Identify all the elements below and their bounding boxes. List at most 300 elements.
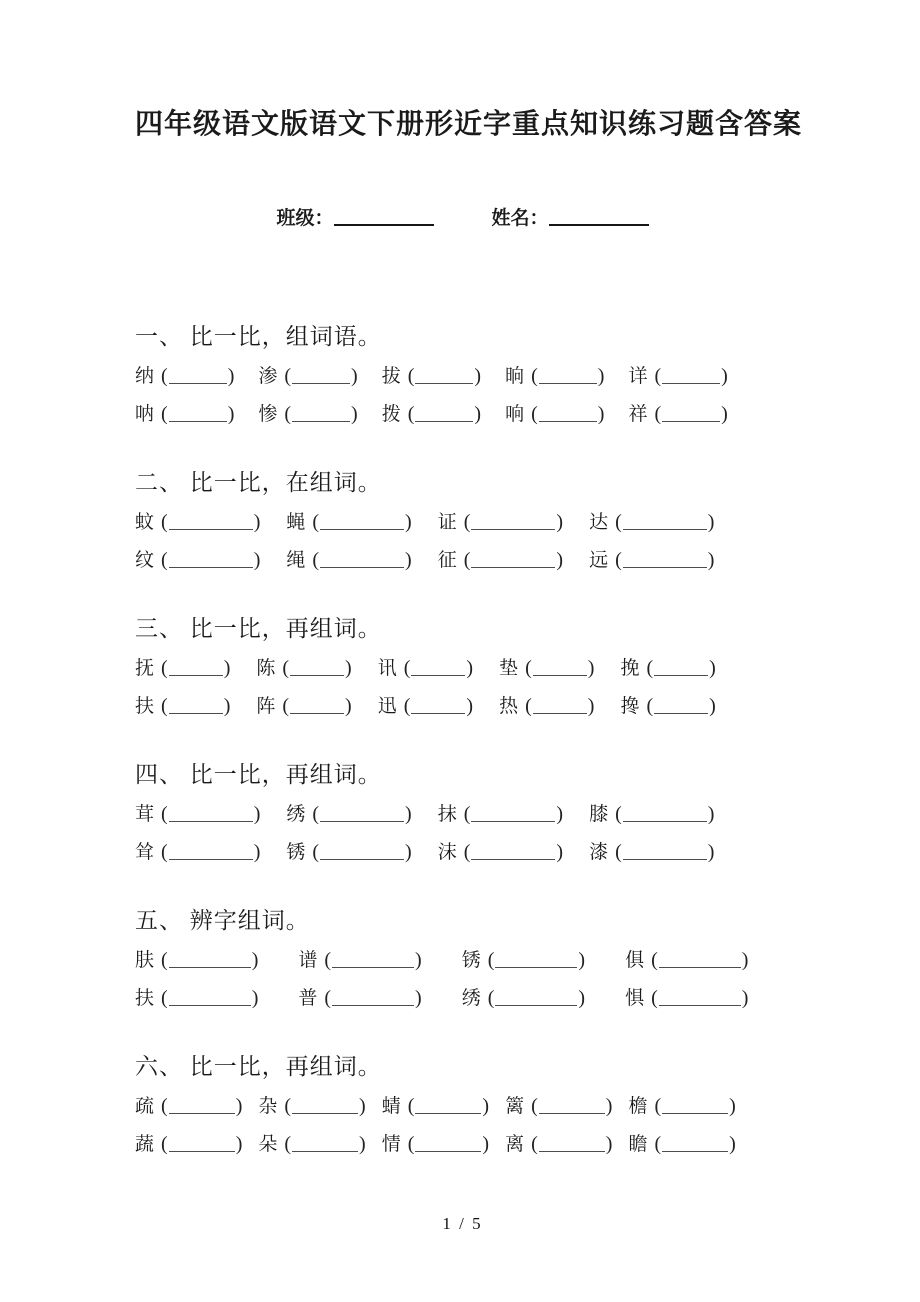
answer-blank bbox=[290, 661, 344, 676]
close-paren: ) bbox=[721, 403, 728, 425]
question-section-6 bbox=[135, 1052, 790, 1158]
char-label: 蚊 bbox=[135, 512, 155, 533]
close-paren: ) bbox=[351, 403, 358, 425]
char-label: 达 bbox=[589, 512, 609, 533]
word-item bbox=[298, 947, 421, 974]
answer-blank bbox=[169, 1137, 235, 1152]
open-paren: ( bbox=[161, 365, 168, 387]
close-paren: ) bbox=[251, 949, 259, 971]
answer-blank bbox=[169, 699, 223, 714]
char-label: 详 bbox=[628, 366, 648, 387]
close-paren: ) bbox=[556, 549, 564, 571]
answer-blank bbox=[539, 1137, 605, 1152]
char-label: 杂 bbox=[258, 1096, 278, 1117]
open-paren: ( bbox=[463, 511, 471, 533]
open-paren: ( bbox=[284, 365, 292, 387]
open-paren: ( bbox=[654, 1133, 662, 1155]
open-paren: ( bbox=[312, 549, 320, 571]
word-item bbox=[589, 509, 714, 536]
char-label: 膝 bbox=[589, 804, 609, 825]
char-label: 证 bbox=[437, 512, 457, 533]
char-label: 呐 bbox=[135, 404, 155, 425]
answer-blank bbox=[292, 407, 350, 422]
open-paren: ( bbox=[161, 1133, 168, 1155]
word-item bbox=[382, 1093, 489, 1120]
open-paren: ( bbox=[531, 365, 538, 387]
word-row bbox=[135, 1093, 790, 1120]
word-item bbox=[505, 401, 604, 428]
char-label: 谱 bbox=[298, 950, 318, 971]
answer-blank bbox=[292, 369, 350, 384]
open-paren: ( bbox=[161, 403, 168, 425]
word-item bbox=[438, 509, 563, 536]
section-heading: 一、 比一比，组词语。 bbox=[135, 324, 382, 349]
char-label: 俱 bbox=[625, 950, 645, 971]
close-paren: ) bbox=[405, 549, 412, 571]
word-item bbox=[382, 363, 481, 390]
close-paren: ) bbox=[707, 511, 715, 533]
open-paren: ( bbox=[161, 1095, 168, 1117]
char-label: 漆 bbox=[589, 842, 609, 863]
open-paren: ( bbox=[615, 511, 622, 533]
close-paren: ) bbox=[482, 1133, 490, 1155]
answer-blank bbox=[471, 553, 555, 568]
open-paren: ( bbox=[161, 657, 168, 679]
close-paren: ) bbox=[359, 1095, 366, 1117]
word-item bbox=[258, 401, 357, 428]
close-paren: ) bbox=[466, 695, 474, 717]
open-paren: ( bbox=[407, 403, 415, 425]
word-item bbox=[135, 547, 260, 574]
close-paren: ) bbox=[251, 987, 259, 1009]
question-section-4 bbox=[135, 760, 790, 866]
word-item bbox=[135, 1093, 242, 1120]
word-item bbox=[258, 1093, 365, 1120]
close-paren: ) bbox=[707, 841, 715, 863]
close-paren: ) bbox=[709, 695, 716, 717]
word-row bbox=[135, 985, 790, 1012]
word-item bbox=[499, 655, 594, 682]
char-label: 茸 bbox=[135, 804, 155, 825]
close-paren: ) bbox=[415, 949, 422, 971]
open-paren: ( bbox=[531, 403, 538, 425]
open-paren: ( bbox=[284, 403, 292, 425]
word-item bbox=[135, 985, 258, 1012]
class-blank-line bbox=[334, 209, 434, 226]
char-label: 耸 bbox=[135, 842, 155, 863]
char-label: 蔬 bbox=[135, 1134, 155, 1155]
word-row bbox=[135, 509, 790, 536]
open-paren: ( bbox=[407, 1095, 415, 1117]
char-label: 纹 bbox=[135, 550, 155, 571]
open-paren: ( bbox=[282, 695, 290, 717]
answer-blank bbox=[539, 1099, 605, 1114]
answer-blank bbox=[169, 1099, 235, 1114]
answer-blank bbox=[411, 699, 465, 714]
open-paren: ( bbox=[651, 949, 658, 971]
page-number: 1 / 5 bbox=[442, 1214, 483, 1233]
char-label: 拨 bbox=[381, 404, 401, 425]
char-label: 檐 bbox=[628, 1096, 648, 1117]
char-label: 征 bbox=[437, 550, 457, 571]
char-label: 陈 bbox=[256, 658, 276, 679]
answer-blank bbox=[623, 845, 707, 860]
section-heading: 六、 比一比，再组词。 bbox=[135, 1054, 382, 1079]
word-item bbox=[382, 1131, 489, 1158]
open-paren: ( bbox=[161, 511, 168, 533]
word-item bbox=[505, 363, 604, 390]
char-label: 疏 bbox=[135, 1096, 155, 1117]
question-section-3 bbox=[135, 614, 790, 720]
name-blank-line bbox=[549, 209, 649, 226]
answer-blank bbox=[623, 515, 707, 530]
answer-blank bbox=[169, 991, 251, 1006]
answer-blank bbox=[332, 953, 414, 968]
answer-blank bbox=[623, 553, 707, 568]
close-paren: ) bbox=[253, 549, 261, 571]
word-item bbox=[286, 509, 411, 536]
answer-blank bbox=[169, 553, 253, 568]
answer-blank bbox=[533, 661, 587, 676]
question-section-2 bbox=[135, 468, 790, 574]
char-label: 锈 bbox=[286, 842, 306, 863]
close-paren: ) bbox=[405, 803, 412, 825]
char-label: 锈 bbox=[461, 950, 481, 971]
close-paren: ) bbox=[474, 365, 482, 387]
word-row bbox=[135, 1131, 790, 1158]
word-item bbox=[438, 801, 563, 828]
close-paren: ) bbox=[709, 657, 716, 679]
word-item bbox=[378, 655, 473, 682]
char-label: 响 bbox=[505, 404, 525, 425]
answer-blank bbox=[471, 845, 555, 860]
word-row bbox=[135, 801, 790, 828]
char-label: 惧 bbox=[625, 988, 645, 1009]
section-heading: 三、 比一比，再组词。 bbox=[135, 616, 382, 641]
char-label: 蜻 bbox=[381, 1096, 401, 1117]
close-paren: ) bbox=[729, 1095, 736, 1117]
close-paren: ) bbox=[351, 365, 358, 387]
answer-blank bbox=[654, 661, 708, 676]
word-row bbox=[135, 363, 790, 390]
word-item bbox=[378, 693, 473, 720]
close-paren: ) bbox=[578, 987, 586, 1009]
close-paren: ) bbox=[578, 949, 586, 971]
answer-blank bbox=[415, 1099, 481, 1114]
word-item bbox=[135, 655, 230, 682]
char-label: 渗 bbox=[258, 366, 278, 387]
answer-blank bbox=[320, 807, 404, 822]
answer-blank bbox=[533, 699, 587, 714]
char-label: 情 bbox=[381, 1134, 401, 1155]
close-paren: ) bbox=[707, 549, 715, 571]
answer-blank bbox=[539, 369, 597, 384]
char-label: 搀 bbox=[620, 696, 640, 717]
open-paren: ( bbox=[615, 803, 622, 825]
open-paren: ( bbox=[531, 1095, 538, 1117]
close-paren: ) bbox=[253, 511, 261, 533]
char-label: 祥 bbox=[628, 404, 648, 425]
close-paren: ) bbox=[587, 695, 595, 717]
name-label: 姓名： bbox=[491, 208, 549, 229]
close-paren: ) bbox=[227, 365, 235, 387]
open-paren: ( bbox=[161, 695, 168, 717]
word-row bbox=[135, 401, 790, 428]
open-paren: ( bbox=[161, 949, 168, 971]
open-paren: ( bbox=[324, 987, 332, 1009]
char-label: 晌 bbox=[505, 366, 525, 387]
answer-blank bbox=[659, 953, 741, 968]
open-paren: ( bbox=[463, 549, 471, 571]
close-paren: ) bbox=[223, 657, 231, 679]
open-paren: ( bbox=[463, 841, 471, 863]
open-paren: ( bbox=[312, 841, 320, 863]
answer-blank bbox=[290, 699, 344, 714]
word-item bbox=[625, 947, 748, 974]
close-paren: ) bbox=[741, 987, 749, 1009]
word-item bbox=[256, 655, 351, 682]
name-field bbox=[492, 206, 649, 232]
char-label: 蝇 bbox=[286, 512, 306, 533]
open-paren: ( bbox=[403, 695, 411, 717]
char-label: 肤 bbox=[135, 950, 155, 971]
char-label: 绣 bbox=[461, 988, 481, 1009]
open-paren: ( bbox=[324, 949, 332, 971]
answer-blank bbox=[471, 807, 555, 822]
close-paren: ) bbox=[235, 1133, 243, 1155]
close-paren: ) bbox=[721, 365, 728, 387]
char-label: 迅 bbox=[377, 696, 397, 717]
class-field bbox=[276, 206, 433, 232]
word-item bbox=[628, 1131, 735, 1158]
word-item bbox=[135, 363, 234, 390]
open-paren: ( bbox=[654, 403, 662, 425]
answer-blank bbox=[320, 515, 404, 530]
open-paren: ( bbox=[654, 1095, 662, 1117]
open-paren: ( bbox=[282, 657, 290, 679]
word-item bbox=[135, 401, 234, 428]
answer-blank bbox=[471, 515, 555, 530]
answer-blank bbox=[169, 807, 253, 822]
open-paren: ( bbox=[646, 695, 654, 717]
word-item bbox=[135, 693, 230, 720]
char-label: 讯 bbox=[377, 658, 397, 679]
close-paren: ) bbox=[482, 1095, 490, 1117]
close-paren: ) bbox=[359, 1133, 366, 1155]
char-label: 扶 bbox=[135, 696, 155, 717]
char-label: 纳 bbox=[135, 366, 155, 387]
close-paren: ) bbox=[556, 841, 564, 863]
open-paren: ( bbox=[403, 657, 411, 679]
word-row bbox=[135, 839, 790, 866]
char-label: 瞻 bbox=[628, 1134, 648, 1155]
char-label: 普 bbox=[298, 988, 318, 1009]
answer-blank bbox=[654, 699, 708, 714]
answer-blank bbox=[169, 369, 227, 384]
answer-blank bbox=[662, 1137, 728, 1152]
word-item bbox=[286, 839, 411, 866]
char-label: 沫 bbox=[437, 842, 457, 863]
word-item bbox=[620, 693, 715, 720]
open-paren: ( bbox=[525, 657, 532, 679]
word-row bbox=[135, 693, 790, 720]
open-paren: ( bbox=[654, 365, 662, 387]
char-label: 朵 bbox=[258, 1134, 278, 1155]
answer-blank bbox=[662, 407, 720, 422]
open-paren: ( bbox=[161, 987, 168, 1009]
word-item bbox=[258, 363, 357, 390]
word-item bbox=[438, 839, 563, 866]
close-paren: ) bbox=[605, 1133, 613, 1155]
char-label: 远 bbox=[589, 550, 609, 571]
char-label: 阵 bbox=[256, 696, 276, 717]
close-paren: ) bbox=[556, 511, 564, 533]
word-item bbox=[135, 947, 258, 974]
word-item bbox=[135, 509, 260, 536]
answer-blank bbox=[320, 553, 404, 568]
open-paren: ( bbox=[407, 365, 415, 387]
open-paren: ( bbox=[284, 1133, 292, 1155]
answer-blank bbox=[292, 1137, 358, 1152]
answer-blank bbox=[169, 407, 227, 422]
question-section-5 bbox=[135, 906, 790, 1012]
word-item bbox=[462, 947, 585, 974]
close-paren: ) bbox=[253, 841, 261, 863]
close-paren: ) bbox=[605, 1095, 613, 1117]
word-item bbox=[258, 1131, 365, 1158]
char-label: 绣 bbox=[286, 804, 306, 825]
open-paren: ( bbox=[284, 1095, 292, 1117]
word-item bbox=[589, 547, 714, 574]
close-paren: ) bbox=[223, 695, 231, 717]
question-section-1 bbox=[135, 322, 790, 428]
word-item bbox=[298, 985, 421, 1012]
answer-blank bbox=[320, 845, 404, 860]
close-paren: ) bbox=[227, 403, 235, 425]
open-paren: ( bbox=[407, 1133, 415, 1155]
char-label: 挽 bbox=[620, 658, 640, 679]
close-paren: ) bbox=[235, 1095, 243, 1117]
char-label: 垫 bbox=[499, 658, 519, 679]
word-item bbox=[628, 1093, 735, 1120]
word-item bbox=[628, 401, 727, 428]
answer-blank bbox=[169, 661, 223, 676]
close-paren: ) bbox=[587, 657, 595, 679]
word-item bbox=[499, 693, 594, 720]
word-item bbox=[620, 655, 715, 682]
close-paren: ) bbox=[597, 403, 605, 425]
question-sections bbox=[135, 322, 790, 1158]
close-paren: ) bbox=[405, 841, 412, 863]
word-item bbox=[628, 363, 727, 390]
open-paren: ( bbox=[531, 1133, 538, 1155]
open-paren: ( bbox=[615, 549, 622, 571]
close-paren: ) bbox=[729, 1133, 736, 1155]
class-label: 班级： bbox=[276, 208, 334, 229]
char-label: 抚 bbox=[135, 658, 155, 679]
word-item bbox=[589, 801, 714, 828]
char-label: 惨 bbox=[258, 404, 278, 425]
word-row bbox=[135, 947, 790, 974]
word-item bbox=[625, 985, 748, 1012]
word-item bbox=[135, 1131, 242, 1158]
section-heading: 四、 比一比，再组词。 bbox=[135, 762, 382, 787]
close-paren: ) bbox=[345, 695, 352, 717]
word-item bbox=[589, 839, 714, 866]
answer-blank bbox=[662, 369, 720, 384]
answer-blank bbox=[623, 807, 707, 822]
close-paren: ) bbox=[474, 403, 482, 425]
open-paren: ( bbox=[312, 511, 320, 533]
answer-blank bbox=[292, 1099, 358, 1114]
word-item bbox=[256, 693, 351, 720]
char-label: 抹 bbox=[437, 804, 457, 825]
word-item bbox=[382, 401, 481, 428]
answer-blank bbox=[169, 515, 253, 530]
open-paren: ( bbox=[161, 841, 168, 863]
answer-blank bbox=[332, 991, 414, 1006]
student-info-row bbox=[135, 206, 790, 232]
close-paren: ) bbox=[556, 803, 564, 825]
close-paren: ) bbox=[597, 365, 605, 387]
section-heading: 五、 辨字组词。 bbox=[135, 908, 310, 933]
open-paren: ( bbox=[487, 987, 495, 1009]
answer-blank bbox=[659, 991, 741, 1006]
word-item bbox=[505, 1093, 612, 1120]
close-paren: ) bbox=[466, 657, 474, 679]
word-item bbox=[135, 839, 260, 866]
open-paren: ( bbox=[487, 949, 495, 971]
close-paren: ) bbox=[707, 803, 715, 825]
answer-blank bbox=[415, 369, 473, 384]
answer-blank bbox=[415, 1137, 481, 1152]
close-paren: ) bbox=[345, 657, 352, 679]
answer-blank bbox=[169, 953, 251, 968]
open-paren: ( bbox=[651, 987, 658, 1009]
page-title: 四年级语文版语文下册形近字重点知识练习题含答案 bbox=[135, 109, 803, 140]
word-item bbox=[462, 985, 585, 1012]
word-row bbox=[135, 655, 790, 682]
answer-blank bbox=[411, 661, 465, 676]
answer-blank bbox=[539, 407, 597, 422]
word-item bbox=[438, 547, 563, 574]
char-label: 离 bbox=[505, 1134, 525, 1155]
answer-blank bbox=[495, 991, 577, 1006]
open-paren: ( bbox=[525, 695, 532, 717]
open-paren: ( bbox=[312, 803, 320, 825]
close-paren: ) bbox=[405, 511, 412, 533]
answer-blank bbox=[169, 845, 253, 860]
word-row bbox=[135, 547, 790, 574]
char-label: 拔 bbox=[381, 366, 401, 387]
section-heading: 二、 比一比，在组词。 bbox=[135, 470, 382, 495]
char-label: 热 bbox=[499, 696, 519, 717]
word-item bbox=[135, 801, 260, 828]
open-paren: ( bbox=[161, 803, 168, 825]
char-label: 篱 bbox=[505, 1096, 525, 1117]
char-label: 扶 bbox=[135, 988, 155, 1009]
word-item bbox=[286, 547, 411, 574]
answer-blank bbox=[662, 1099, 728, 1114]
open-paren: ( bbox=[646, 657, 654, 679]
word-item bbox=[505, 1131, 612, 1158]
open-paren: ( bbox=[615, 841, 622, 863]
word-item bbox=[286, 801, 411, 828]
answer-blank bbox=[495, 953, 577, 968]
open-paren: ( bbox=[161, 549, 168, 571]
close-paren: ) bbox=[253, 803, 261, 825]
page-footer bbox=[135, 1214, 790, 1234]
